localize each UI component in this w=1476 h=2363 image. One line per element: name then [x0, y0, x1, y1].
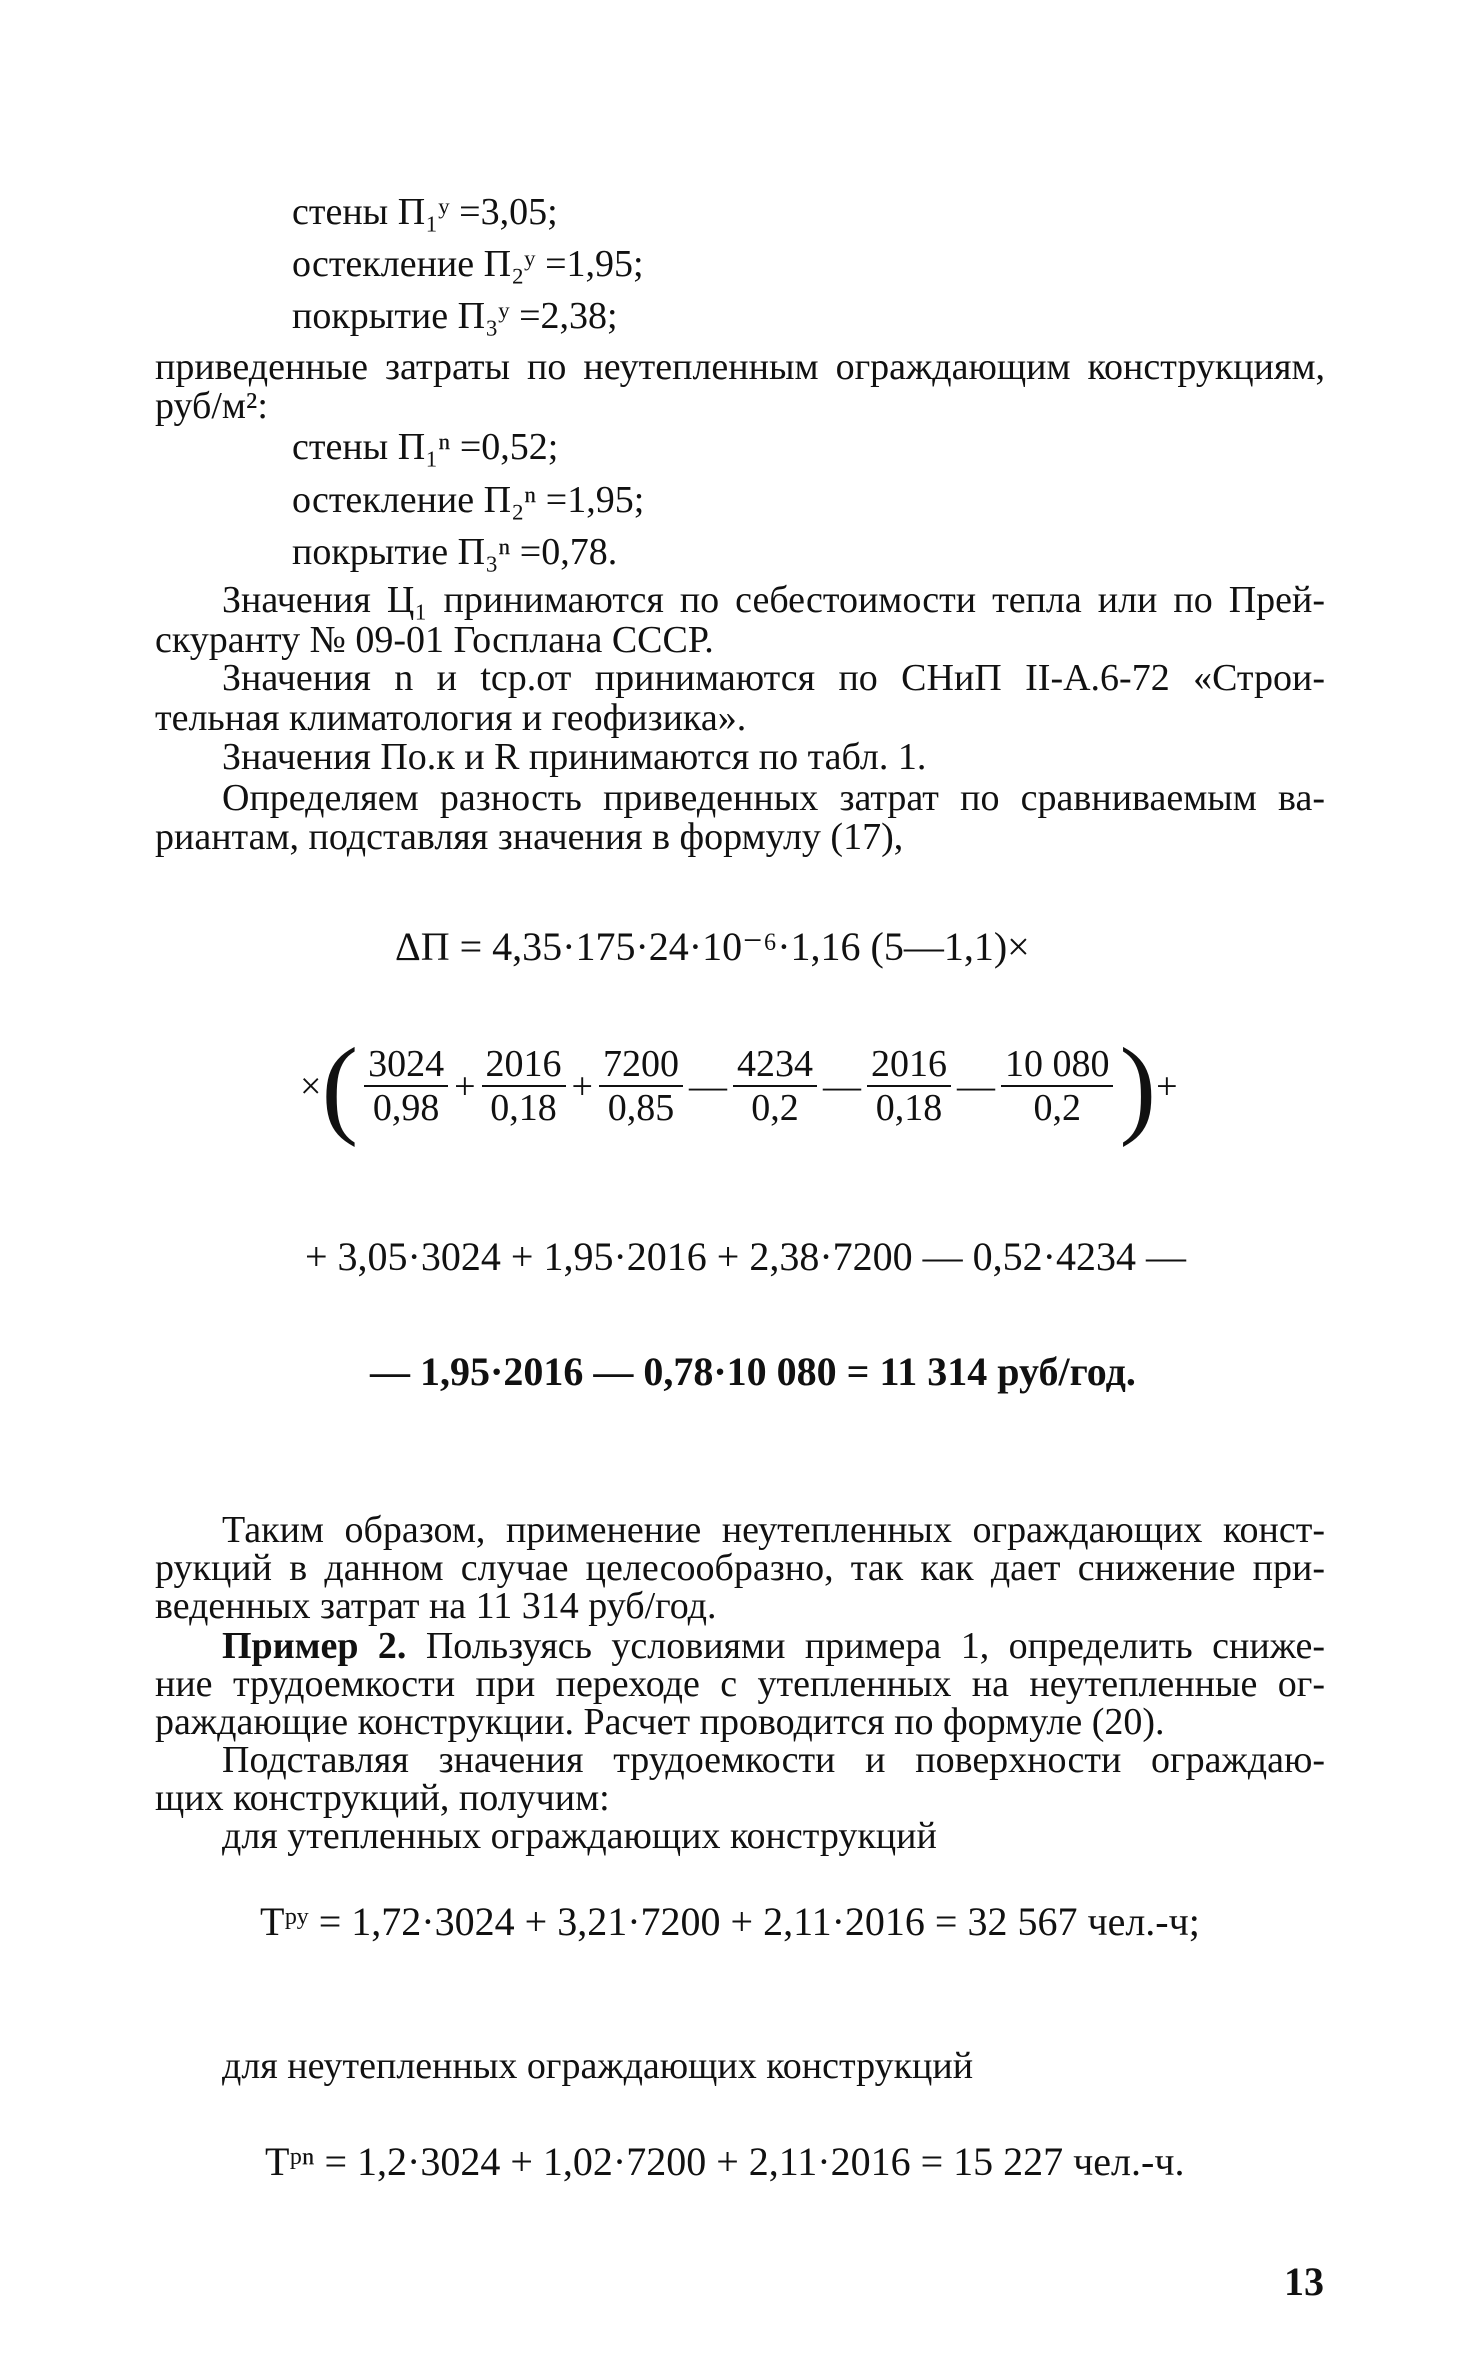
fraction: $\frac{2016}{0,18}$	[867, 1043, 951, 1129]
text-line: раждающие конструкции. Расчет проводится по формуле (20).	[155, 1701, 1165, 1743]
text-line: Значения По.к и R принимаются по табл. 1.	[222, 736, 927, 778]
text-line: остекление П₂ʸ =1,95;	[292, 243, 644, 285]
text-line: покрытие П₃ʸ =2,38;	[292, 295, 618, 337]
close-paren: )	[1119, 1025, 1157, 1148]
open-paren: (	[321, 1025, 359, 1148]
text-line: Таким образом, применение неутепленных ограждающих конст-	[222, 1509, 1325, 1551]
text-line: для утепленных ограждающих конструкций	[222, 1815, 937, 1857]
fraction: $\frac{2016}{0,18}$	[482, 1043, 566, 1129]
equation-fractions: ×( $\frac{3024}{0,98}$ + $\frac{2016}{0,18}$ + $\frac{7200}{0,85}$ — $\frac{4234}{0,2}$ — $\frac{2016}{0,18}$ — $\frac{10 080}{0,2}$ )+	[300, 1025, 1178, 1148]
text-line: приведенные затраты по неутепленным ограждающим конструкциям,	[155, 346, 1325, 388]
text-line: Значения n и tср.от принимаются по СНиП II-А.6-72 «Строи-	[222, 657, 1325, 699]
text-line: Подставляя значения трудоемкости и поверхности ограждаю-	[222, 1739, 1325, 1781]
text-line: веденных затрат на 11 314 руб/год.	[155, 1585, 717, 1627]
text-line: покрытие П₃ⁿ =0,78.	[292, 531, 618, 573]
text-line: рукций в данном случае целесообразно, так как дает снижение при-	[155, 1547, 1325, 1589]
text-line: Значения Ц₁ принимаются по себестоимости тепла или по Прей-	[222, 579, 1325, 621]
text-line: Пример 2. Пользуясь условиями примера 1, определить сниже-	[222, 1625, 1325, 1667]
example-label: Пример 2.	[222, 1625, 407, 1667]
text-line: тельная климатология и геофизика».	[155, 697, 747, 739]
text-line: щих конструкций, получим:	[155, 1777, 610, 1819]
equation-delta-p: ΔП = 4,35·175·24·10⁻⁶·1,16 (5—1,1)×	[395, 924, 1030, 969]
text-line: стены П₁ⁿ =0,52;	[292, 426, 559, 468]
text-line: для неутепленных ограждающих конструкций	[222, 2045, 974, 2087]
equation-line: Tᵖⁿ = 1,2·3024 + 1,02·7200 + 2,11·2016 = 15 227 чел.-ч.	[265, 2139, 1185, 2184]
text-line: риантам, подставляя значения в формулу (17),	[155, 816, 904, 858]
fraction: $\frac{7200}{0,85}$	[599, 1043, 683, 1129]
equation-line: + 3,05·3024 + 1,95·2016 + 2,38·7200 — 0,52·4234 —	[305, 1234, 1186, 1279]
page-number: 13	[1284, 2259, 1324, 2304]
text-line: руб/м²:	[155, 385, 268, 427]
fraction: $\frac{3024}{0,98}$	[364, 1043, 448, 1129]
fraction: $\frac{4234}{0,2}$	[733, 1043, 817, 1129]
text-line: скуранту № 09-01 Госплана СССР.	[155, 619, 714, 661]
text-line: стены П₁ʸ =3,05;	[292, 191, 558, 233]
text-line: остекление П₂ⁿ =1,95;	[292, 479, 645, 521]
equation-line: Tᵖʸ = 1,72·3024 + 3,21·7200 + 2,11·2016 = 32 567 чел.-ч;	[260, 1899, 1200, 1944]
text-line: ние трудоемкости при переходе с утепленных на неутепленные ог-	[155, 1663, 1325, 1705]
multiply-sign: ×	[300, 1065, 322, 1108]
text-line: Определяем разность приведенных затрат по сравниваемым ва-	[222, 777, 1325, 819]
fraction: $\frac{10 080}{0,2}$	[1001, 1043, 1114, 1129]
equation-result: — 1,95·2016 — 0,78·10 080 = 11 314 руб/год.	[370, 1349, 1136, 1394]
